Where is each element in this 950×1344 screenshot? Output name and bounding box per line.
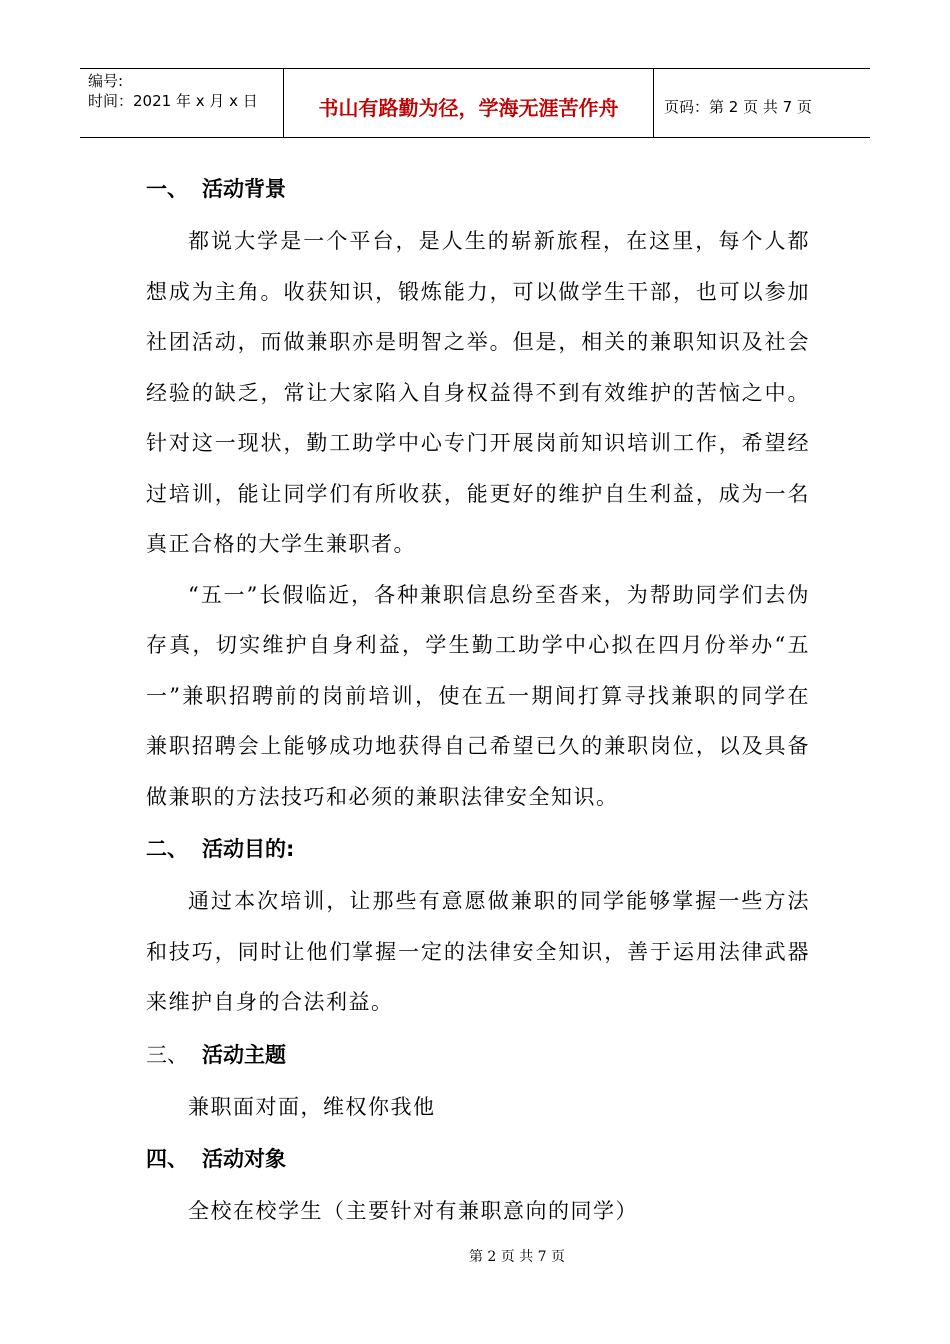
section-number: 三、 (146, 1042, 188, 1067)
section-purpose (146, 822, 810, 1028)
date-label: 时间：2021 年 x 月 x 日 (88, 92, 258, 110)
paragraph: 通过本次培训，让那些有意愿做兼职的同学能够掌握一些方法和技巧，同时让他们掌握一定的法律安全知识，善于运用法律武器来维护自身的合法利益。 (146, 889, 810, 1014)
paragraph: “五一”长假临近，各种兼职信息纷至沓来，为帮助同学们去伪存真，切实维护自身利益，学生勤工助学中心拟在四月份举办“五一”兼职招聘前的岗前培训，使在五一期间打算寻找兼职的同学在兼职招聘会上能够成功地获得自己希望已久的兼职岗位，以及具备做兼职的方法技巧和必须的兼职法律安全知识。 (146, 582, 810, 809)
section-heading (146, 1132, 810, 1186)
section-heading (146, 1028, 810, 1082)
page-footer: 第 2 页 共 7 页 (468, 1249, 566, 1265)
section-audience (146, 1132, 810, 1237)
section-heading (146, 822, 810, 876)
header-page-info: 页码：第 2 页 共 7 页 (664, 97, 812, 116)
section-title: 活动目的: (202, 837, 295, 861)
page-header (80, 68, 870, 138)
section-heading (146, 162, 810, 216)
section-number: 二、 (146, 837, 188, 861)
doc-number-label: 编号: (88, 72, 124, 90)
section-title: 活动主题 (202, 1042, 286, 1067)
section-theme (146, 1028, 810, 1133)
section-background (146, 162, 810, 822)
section-title: 活动对象 (202, 1147, 286, 1171)
document-body (146, 162, 810, 1237)
section-title: 活动背景 (202, 177, 286, 201)
header-meta (80, 69, 284, 137)
header-motto: 书山有路勤为径，学海无涯苦作舟 (284, 69, 654, 137)
paragraph: 都说大学是一个平台，是人生的崭新旅程，在这里，每个人都想成为主角。收获知识，锻炼能力，可以做学生干部，也可以参加社团活动，而做兼职亦是明智之举。但是，相关的兼职知识及社会经验的缺乏，常让大家陷入自身权益得不到有效维护的苦恼之中。针对这一现状，勤工助学中心专门开展岗前知识培训工作，希望经过培训，能让同学们有所收获，能更好的维护自生利益，成为一名真正合格的大学生兼职者。 (146, 229, 810, 556)
paragraph: 全校在校学生（主要针对有兼职意向的同学） (188, 1199, 638, 1223)
section-number: 一、 (146, 177, 188, 201)
paragraph: 兼职面对面，维权你我他 (188, 1094, 436, 1119)
section-number: 四、 (146, 1147, 188, 1171)
